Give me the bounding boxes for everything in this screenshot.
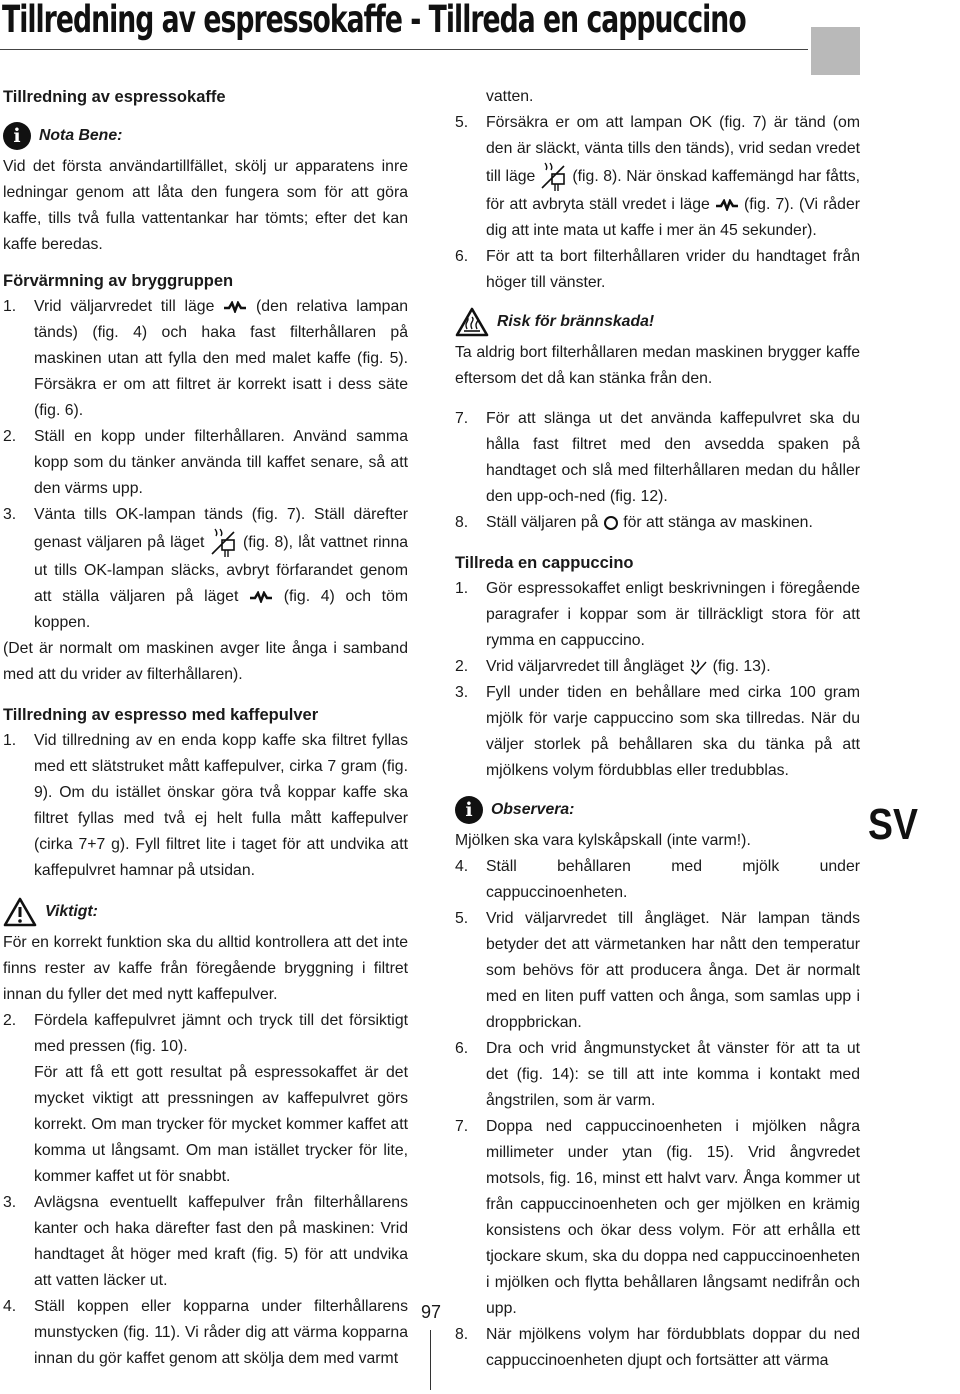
nota-bene-text: Vid det första användartillfället, skölj ur apparatens inre ledningar genom att låta den fungera som för att göra kaffe, tills två fulla vattentankar har tömts; efter det kan kaffe beredas.: [3, 158, 408, 253]
preheat-symbol-icon: [249, 591, 273, 603]
list-item: 8. Ställ väljaren på för att stänga av maskinen.: [455, 514, 813, 531]
page-number-rule: [430, 1330, 431, 1390]
right-column: [455, 84, 860, 1374]
list-item: 3. Avlägsna eventuellt kaffepulver från filterhållarens kanter och haka därefter fast den på maskinen: Vrid handtaget åt höger med kraft (fig. 5) för att undvika att vatten läcker ut.: [3, 1194, 408, 1289]
list-item: 7. För att slänga ut det använda kaffepulvret ska du hålla fast filtret med den avsedda spaken på handtaget och slå med filterhållaren medan du håller den upp-och-ned (fig. 12).: [455, 410, 860, 505]
list-item: 1. Vrid väljarvredet till läge (den relativa lampan tänds) (fig. 4) och haka fast filterhållaren på maskinen utan att fylla den med malet kaffe (fig. 5). Försäkra er om att filtret är korrekt isatt i dess säte (fig. 6).: [3, 298, 409, 419]
coffee-symbol-icon: [540, 162, 568, 192]
section-title-cappuccino: Tillreda en cappuccino: [455, 554, 634, 572]
list-item: 2. Vrid väljarvredet till ångläget (fig. 13).: [455, 658, 771, 675]
list-item: 3. Vänta tills OK-lampan tänds (fig. 7). Ställ därefter genast väljaren på läget (fig. 8), låt vattnet rinna ut tills OK-lampan släcks, avbryt förfarandet genom att ställa väljaren på läget (fig. 4) och töm koppen.: [3, 506, 409, 631]
list-item: vatten.: [486, 88, 534, 105]
risk-text: Ta aldrig bort filterhållaren medan maskinen brygger kaffe eftersom det då kan stänka från den.: [455, 344, 860, 387]
info-icon: i: [3, 122, 31, 150]
preheat-symbol-icon: [223, 301, 247, 313]
risk-heading: [455, 304, 860, 340]
hot-surface-warning-icon: [455, 307, 489, 337]
nota-bene-label: Nota Bene:: [39, 127, 123, 144]
observera-label: Observera:: [491, 801, 575, 818]
list-item: 4. Ställ koppen eller kopparna under filterhållarens munstycken (fig. 11). Vi råder dig att värma kopparna innan du gör kaffet genom att skölja dem med varmt: [3, 1298, 408, 1367]
info-icon: i: [455, 796, 483, 824]
list-item: 2. Ställ en kopp under filterhållaren. Använd samma kopp som du tänker använda till kaffet senare, så att den värms upp.: [3, 428, 408, 497]
page-title: Tillredning av espressokaffe - Tillreda en cappuccino: [2, 0, 746, 41]
viktigt-text: För en korrekt funktion ska du alltid kontrollera att det inte finns rester av kaffe från föregående bryggning i filtret innan du fyller det med nytt kaffepulver.: [3, 934, 408, 1003]
off-symbol-icon: [603, 515, 619, 531]
section-title-espresso: Tillredning av espressokaffe: [3, 88, 226, 106]
viktigt-label: Viktigt:: [45, 903, 98, 920]
list-item: 3. Fyll under tiden en behållare med cirka 100 gram mjölk för varje cappuccino som ska tillredas. När du väljer storlek på behållaren ska du tänka på att mjölkens volym fördubblas eller tredubblas.: [455, 684, 860, 779]
list-item: 4. Ställ behållaren med mjölk under cappuccinoenheten.: [455, 858, 860, 901]
coffee-symbol-icon: [210, 528, 238, 558]
section-title-powder: Tillredning av espresso med kaffepulver: [3, 706, 319, 724]
left-column: [3, 84, 408, 1372]
page-number: 97: [421, 1302, 442, 1322]
risk-label: Risk för brännskada!: [497, 313, 655, 330]
list-item: 6. För att ta bort filterhållaren vrider du handtaget från höger till vänster.: [455, 248, 860, 291]
nota-bene-heading: [3, 118, 408, 154]
observera-text: Mjölken ska vara kylskåpskall (inte varm!).: [455, 832, 751, 849]
list-item: 5. Vrid väljarvredet till ångläget. När lampan tänds betyder det att värmetanken har nått den temperatur som behövs för att producera ånga. Det är normalt med en liten puff vatten och ånga, som samlas upp i droppbrickan.: [455, 910, 860, 1031]
observera-heading: [455, 792, 860, 828]
list-item: 5. Försäkra er om att lampan OK (fig. 7) är tänd (om den är släckt, vänta tills den tänds), vrid sedan vredet till läge (fig. 8). När önskad kaffemängd har fåtts, för att avbryta ställ vredet i läge (fig. 7). (Vi råder dig att inte mata ut kaffe i mer än 45 sekunder).: [455, 114, 861, 239]
steam-symbol-icon: [688, 658, 708, 676]
warning-icon: [3, 897, 37, 927]
list-item: 1. Gör espressokaffet enligt beskrivningen i föregående paragrafer i koppar som är tillräckligt stora för att rymma en cappuccino.: [455, 580, 860, 649]
title-rule: [0, 49, 808, 50]
section-title-preheat: Förvärmning av bryggruppen: [3, 272, 234, 290]
list-item: 6. Dra och vrid ångmunstycket åt vänster för att ta ut det (fig. 14): se till att inte komma i kontakt med ångstrilen, som är varm.: [455, 1040, 860, 1109]
preheat-note: (Det är normalt om maskinen avger lite ånga i samband med att du vrider av filterhållaren).: [3, 640, 408, 683]
language-tab: SV: [868, 800, 918, 849]
list-item: 1. Vid tillredning av en enda kopp kaffe ska filtret fyllas med ett slätstruket mått kaffepulver, cirka 7 gram (fig. 9). Om du istället önskar göra två koppar kaffe ska filtret fyllas med två ej helt fulla mått kaffepulver (cirka 7+7 g). Fyll filtret lite i taget för att undvika att kaffepulvret hamnar på utsidan.: [3, 732, 408, 879]
list-item: 2. Fördela kaffepulvret jämnt och tryck till det försiktigt med pressen (fig. 10). För att få ett gott resultat på espressokaffet är det mycket viktigt att pressningen av kaffepulvret görs korrekt. Om man trycker för mycket kommer kaffet att komma ut långsamt. Om man istället trycker för lite, kommer kaffet ut för snabbt.: [3, 1012, 408, 1185]
corner-grey-block: [811, 27, 860, 75]
preheat-symbol-icon: [715, 199, 739, 211]
list-item: 8. När mjölkens volym har fördubblats doppar du ned cappuccinoenheten djupt och fortsätter att värma: [455, 1326, 860, 1369]
list-item: 7. Doppa ned cappuccinoenheten i mjölken några millimeter under ytan (fig. 15). Vrid ångvredet motsols, fig. 16, minst ett halvt varv. Ånga kommer ut från cappuccinoenheten och ger mjölken en krämig konsistens och ökar dess volym. För att erhålla ett tjockare skum, ska du doppa ned cappuccinoenheten i mjölken och flytta behållaren långsamt nedifrån och upp.: [455, 1118, 860, 1317]
viktigt-heading: [3, 894, 408, 930]
